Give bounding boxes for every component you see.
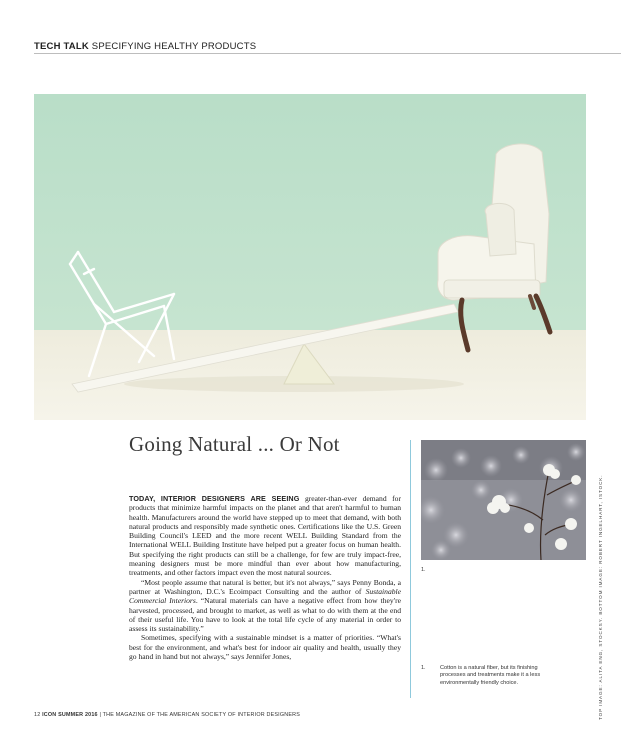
article-title: Going Natural ... Or Not [129, 432, 340, 456]
figure-caption: Cotton is a natural fiber, but its finishing processes and treatments make it a less environmentally friendly choice. [440, 665, 541, 686]
paragraph-2-text-b: . “Natural materials can have a negative effect from how they're harvested, processed, and brought to market, as well as what to do with them at the end of their useful life. You have to look at the total life cycle of any material in order to assess its sustainability.” [129, 596, 401, 634]
running-header [34, 42, 621, 54]
paragraph-3: Sometimes, specifying with a sustainable mindset is a matter of priorities. “What's best for the environment, and what's best for indoor air quality and health, usually they go hand in hand but not always,” says Jennifer Jones, [129, 633, 401, 662]
page-number: 12 [34, 712, 41, 718]
caption-number: 1. [421, 665, 426, 671]
column-divider [410, 440, 411, 698]
lead-in: TODAY, INTERIOR DESIGNERS ARE SEEING [129, 494, 300, 503]
paragraph-2 [129, 578, 401, 634]
figure-number: 1. [421, 567, 426, 573]
cotton-plant-illustration [421, 440, 586, 560]
paragraph-1-text: greater-than-ever demand for products that minimize harmful impacts on the planet and that aren't harmful to human health. Manufacturers around the world have stepped up to meet that demand, with both natural products and responsibly made synthetic ones. Certifications like the U.S. Green Building Council's LEED and the more recent WELL Building Standard from the International WELL Building Institute have helped put a greater focus on human health. But specifying the right products can still be a challenge, for few are truly impact-free, meaning designers must be more mindful than ever about how manufacturing, treatments, and other factors impact even the most natural sources. [129, 494, 401, 578]
photo-credit: TOP IMAGE: ALITA ENG, STOCKSY. BOTTOM IMAGE: ROBERT INGELHART, ISTOCK. [598, 474, 603, 720]
paragraph-2-text-a: “Most people assume that natural is better, but it's not always,” says Penny Bonda, a partner at Washington, D.C.'s Ecoimpact Consulting and the author of [129, 577, 401, 596]
page-footer [34, 712, 300, 718]
magazine-tagline: | THE MAGAZINE OF THE AMERICAN SOCIETY OF INTERIOR DESIGNERS [99, 712, 301, 718]
seesaw-illustration [34, 94, 586, 420]
issue-label: SUMMER 2016 [58, 712, 98, 718]
section-label: TECH TALK [34, 41, 89, 52]
paragraph-1 [129, 494, 401, 578]
book-title: Sustainable Commercial Interiors [129, 586, 402, 606]
magazine-name: ICON [42, 712, 57, 718]
article-body [129, 494, 401, 661]
cotton-photo [421, 440, 586, 560]
photo-credit-wrapper [598, 470, 606, 720]
hero-image-seesaw [34, 94, 586, 420]
section-subtitle: SPECIFYING HEALTHY PRODUCTS [91, 41, 257, 52]
